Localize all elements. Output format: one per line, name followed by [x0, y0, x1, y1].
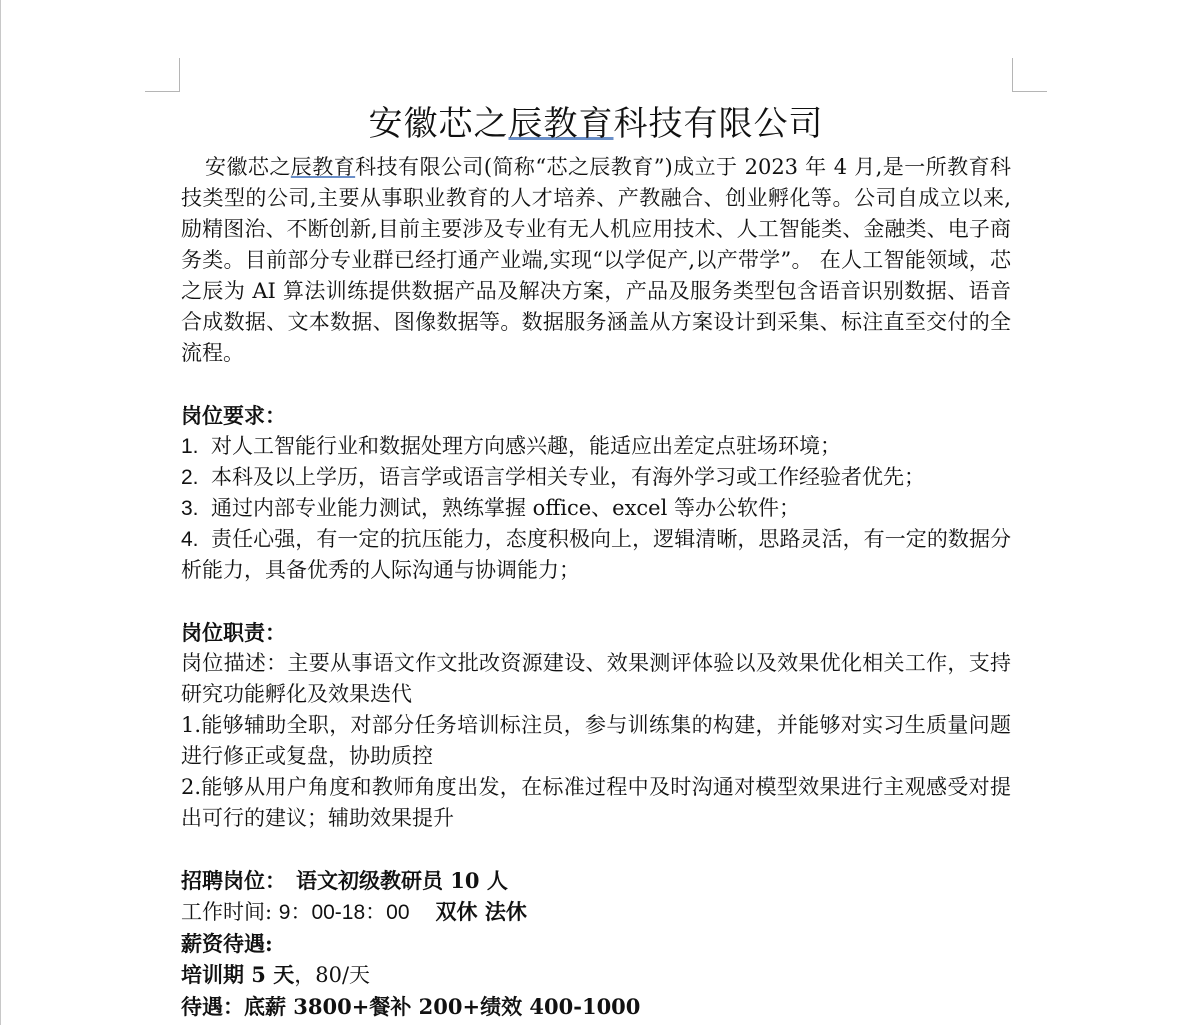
intro-seg-underlined: 辰教育 — [290, 155, 356, 179]
intro-seg-3: 科技有限公司(简称“芯之辰教育”)成立于 2023 年 4 月,是一所教育科技类型的公司,主要从事职业教育的人才培养、产教融合、创业孵化等。公司自成立以来,励精图治、不断创新,目前主要涉及专业有无人机应用技术、人工智能类、金融类、电子商务类。目前部分专业群已经打通产业端,实现“以学促产,以产带学”。 在人工智能领域，芯之辰为 AI 算法训练提供数据产品及解决方案，产品及服务类型包含语音识别数据、语音合成数据、文本数据、图像数据等。数据服务涵盖从方案设计到采集、标注直至交付的全流程。 — [181, 155, 1012, 365]
training-value: ，80/天 — [294, 963, 371, 987]
position-value: 语文初级教研员 10 人 — [296, 868, 508, 893]
pay-line — [181, 991, 1011, 1022]
crop-mark-right-horizontal — [1012, 91, 1047, 92]
crop-mark-left-vertical — [179, 58, 180, 92]
requirement-item — [181, 462, 1011, 493]
requirement-text: 责任心强，有一定的抗压能力，态度积极向上，逻辑清晰，思路灵活，有一定的数据分析能力，具备优秀的人际沟通与协调能力； — [181, 527, 1011, 582]
position-line — [181, 865, 1011, 896]
crop-mark-left-horizontal — [145, 91, 180, 92]
duties-description: 岗位描述：主要从事语文作文批改资源建设、效果测评体验以及效果优化相关工作，支持研究功能孵化及效果迭代 — [181, 651, 1011, 706]
requirement-text: 本科及以上学历，语言学或语言学相关专业，有海外学习或工作经验者优先； — [211, 465, 925, 489]
spacer — [181, 586, 1011, 617]
duties-heading: 岗位职责： — [181, 620, 286, 645]
position-label: 招聘岗位： — [181, 868, 286, 893]
document-page — [181, 100, 1011, 1022]
page-left-edge — [0, 0, 1, 1025]
intro-paragraph — [181, 152, 1011, 369]
requirement-item — [181, 493, 1011, 524]
requirement-number: 3. — [181, 497, 199, 520]
hours-line — [181, 896, 1011, 928]
training-label: 培训期 5 天 — [181, 962, 295, 987]
requirement-number: 2. — [181, 466, 199, 489]
spacer — [181, 369, 1011, 400]
requirement-number: 1. — [181, 435, 199, 458]
pay-label: 待遇： — [181, 994, 244, 1019]
hours-value: 9：00-18：00 — [278, 901, 410, 924]
requirement-text: 通过内部专业能力测试，熟练掌握 office、excel 等办公软件； — [211, 496, 800, 520]
title-part-3: 科技有限公司 — [613, 104, 824, 144]
requirement-text: 对人工智能行业和数据处理方向感兴趣，能适应出差定点驻场环境； — [211, 434, 841, 458]
hours-label: 工作时间: — [181, 900, 279, 924]
salary-heading: 薪资待遇: — [181, 931, 273, 956]
requirement-number: 4. — [181, 528, 199, 551]
document-title — [181, 100, 1011, 148]
duty-item: 1.能够辅助全职，对部分任务培训标注员，参与训练集的构建，并能够对实习生质量问题进行修正或复盘，协助质控 — [181, 713, 1011, 768]
intro-seg-1: 安徽芯之 — [205, 155, 291, 179]
training-line — [181, 959, 1011, 991]
requirement-item — [181, 431, 1011, 462]
crop-mark-right-vertical — [1012, 58, 1013, 92]
title-part-1: 安徽芯之 — [368, 104, 509, 144]
hours-note: 双休 法休 — [435, 899, 527, 924]
duty-item: 2.能够从用户角度和教师角度出发，在标准过程中及时沟通对模型效果进行主观感受对提出可行的建议；辅助效果提升 — [181, 775, 1011, 830]
requirement-item — [181, 524, 1011, 586]
spacer — [181, 834, 1011, 865]
requirements-heading: 岗位要求： — [181, 403, 286, 428]
title-part-underlined: 辰教育 — [508, 104, 614, 144]
pay-value: 底薪 3800+餐补 200+绩效 400-1000 — [244, 994, 641, 1019]
